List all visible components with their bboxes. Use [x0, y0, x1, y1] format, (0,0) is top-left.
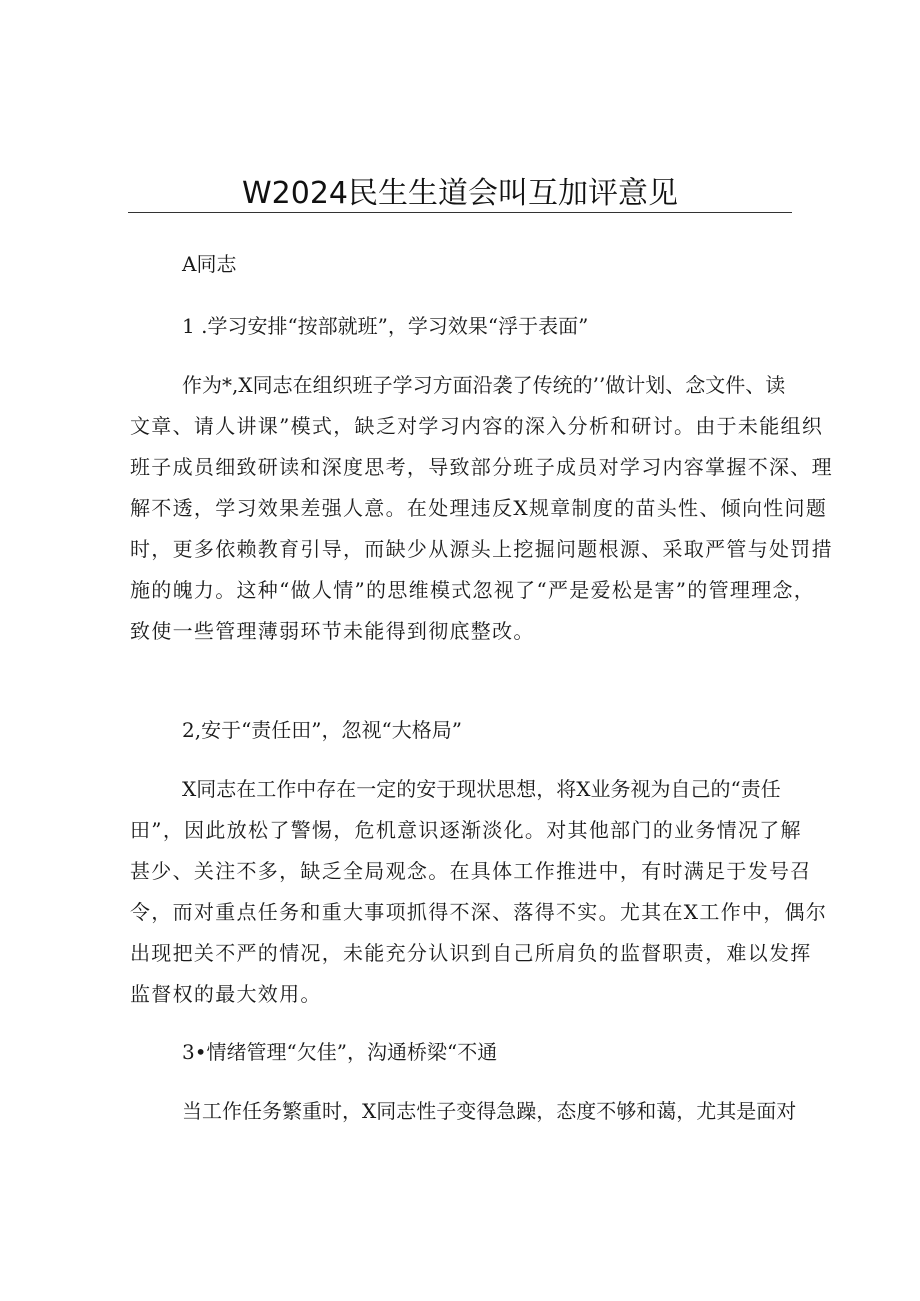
paragraph-line: 致使一些管理薄弱环节未能得到彻底整改。: [130, 619, 535, 643]
paragraph-line: 令，而对重点任务和重大事项抓得不深、落得不实。尤其在X工作中，偶尔: [130, 900, 828, 924]
paragraph-line: 文章、请人讲课”模式，缺乏对学习内容的深入分析和研讨。由于未能组织: [130, 414, 824, 438]
paragraph-line: 班子成员细致研读和深度思考，导致部分班子成员对学习内容掌握不深、理: [130, 455, 833, 479]
section-heading-2: 2,安于“责任田”，忽视“大格局”: [182, 718, 462, 742]
paragraph-line: 监督权的最大效用。: [130, 982, 322, 1006]
subject-line: A同志: [182, 252, 237, 276]
section-heading-1: 1 .学习安排“按部就班”，学习效果“浮于表面”: [182, 314, 589, 338]
page-title: W2024民生生道会叫互加评意见: [241, 176, 678, 211]
paragraph-line: 作为*,X同志在组织班子学习方面沿袭了传统的’’做计划、念文件、读: [182, 373, 786, 397]
paragraph-line: 田”，因此放松了警惕，危机意识逐渐淡化。对其他部门的业务情况了解: [130, 818, 802, 842]
title-underline: [128, 212, 792, 213]
paragraph-line: X同志在工作中存在一定的安于现状思想，将X业务视为自己的“责任: [182, 777, 781, 801]
paragraph-line: 当工作任务繁重时，X同志性子变得急躁，态度不够和蔼，尤其是面对: [182, 1099, 797, 1123]
paragraph-line: 出现把关不严的情况，未能充分认识到自己所肩负的监督职责，难以发挥: [130, 941, 812, 965]
paragraph-line: 施的魄力。这种“做人情”的思维模式忽视了“严是爱松是害”的管理理念，: [130, 578, 816, 602]
section-heading-3: 3•情绪管理“欠佳”，沟通桥梁“不通: [182, 1040, 498, 1064]
paragraph-line: 甚少、关注不多，缺乏全局观念。在具体工作推进中，有时满足于发号召: [130, 859, 812, 883]
paragraph-line: 解不透，学习效果差强人意。在处理违反X规章制度的苗头性、倾向性问题: [130, 496, 828, 520]
paragraph-line: 时，更多依赖教育引导，而缺少从源头上挖掘问题根源、采取严管与处罚措: [130, 537, 833, 561]
